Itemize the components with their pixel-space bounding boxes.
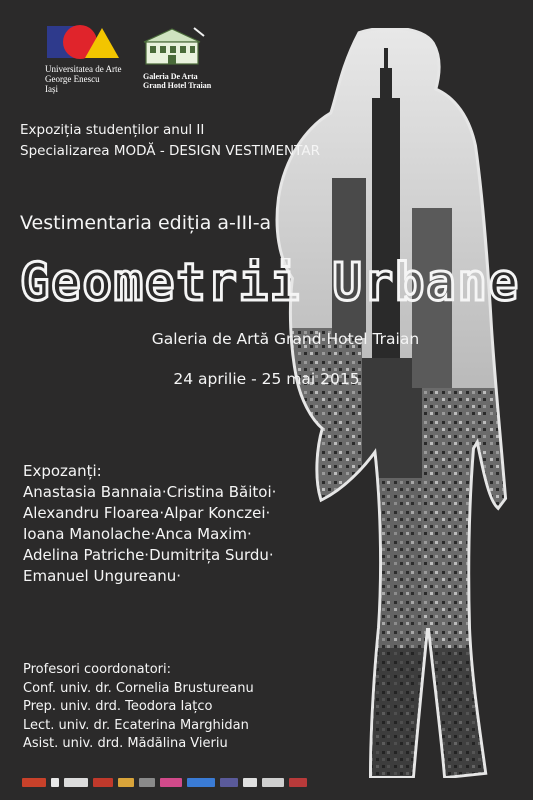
university-logo-mark (45, 24, 117, 62)
exhibitor-line: Alexandru Floarea·Alpar Konczei· (23, 504, 271, 522)
coordinator-line: Asist. univ. drd. Mădălina Vieriu (23, 736, 228, 751)
intro-line-2: Specializarea MODĂ - DESIGN VESTIMENTAR (20, 143, 320, 159)
sponsor-logo (51, 778, 59, 787)
sponsor-logo (93, 778, 113, 787)
sponsor-logo (262, 778, 284, 787)
dates-text: 24 aprilie - 25 mai 2015 (173, 370, 360, 388)
university-logo (45, 24, 125, 94)
coordinator-line: Lect. univ. dr. Ecaterina Marghidan (23, 717, 249, 733)
university-logo-text: Universitatea de Arte George Enescu Iași (45, 64, 122, 94)
exhibitors-list (23, 461, 276, 587)
gallery-logo-text: Galeria De Arta Grand Hotel Traian (143, 72, 212, 90)
sponsor-logo (139, 778, 155, 787)
coordinator-line: Prep. univ. drd. Teodora Iațco (23, 699, 213, 714)
intro-line-1: Expoziția studenților anul II (20, 122, 205, 138)
sponsor-logos (22, 778, 307, 787)
sponsor-logo (220, 778, 238, 787)
sponsor-logo (64, 778, 88, 787)
gallery-building-icon (138, 26, 208, 66)
sponsor-logo (243, 778, 257, 787)
venue-text: Galeria de Artă Grand Hotel Traian (151, 330, 420, 348)
title-text: Geometrii Urbane (20, 258, 520, 310)
sponsor-logo (289, 778, 307, 787)
geometric-title (15, 258, 525, 310)
gallery-logo (138, 26, 213, 90)
exhibitor-line: Anastasia Bannaia·Cristina Băitoi· (23, 483, 277, 501)
exhibitor-line: Ioana Manolache·Anca Maxim· (23, 525, 252, 543)
sponsor-logo (160, 778, 182, 787)
exhibitor-line: Adelina Patriche·Dumitrița Surdu· (23, 546, 274, 564)
exhibitors-heading: Expozanți: (23, 462, 102, 480)
exhibitor-line: Emanuel Ungureanu· (23, 567, 182, 585)
sponsor-logo (118, 778, 134, 787)
coordinator-line: Conf. univ. dr. Cornelia Brustureanu (23, 680, 254, 696)
coordinators-heading: Profesori coordonatori: (23, 662, 171, 677)
intro-text (20, 120, 320, 162)
coordinators-list (23, 661, 254, 754)
edition-subtitle: Vestimentaria ediția a-III-a (20, 212, 272, 234)
sponsor-logo (22, 778, 46, 787)
sponsor-logo (187, 778, 215, 787)
